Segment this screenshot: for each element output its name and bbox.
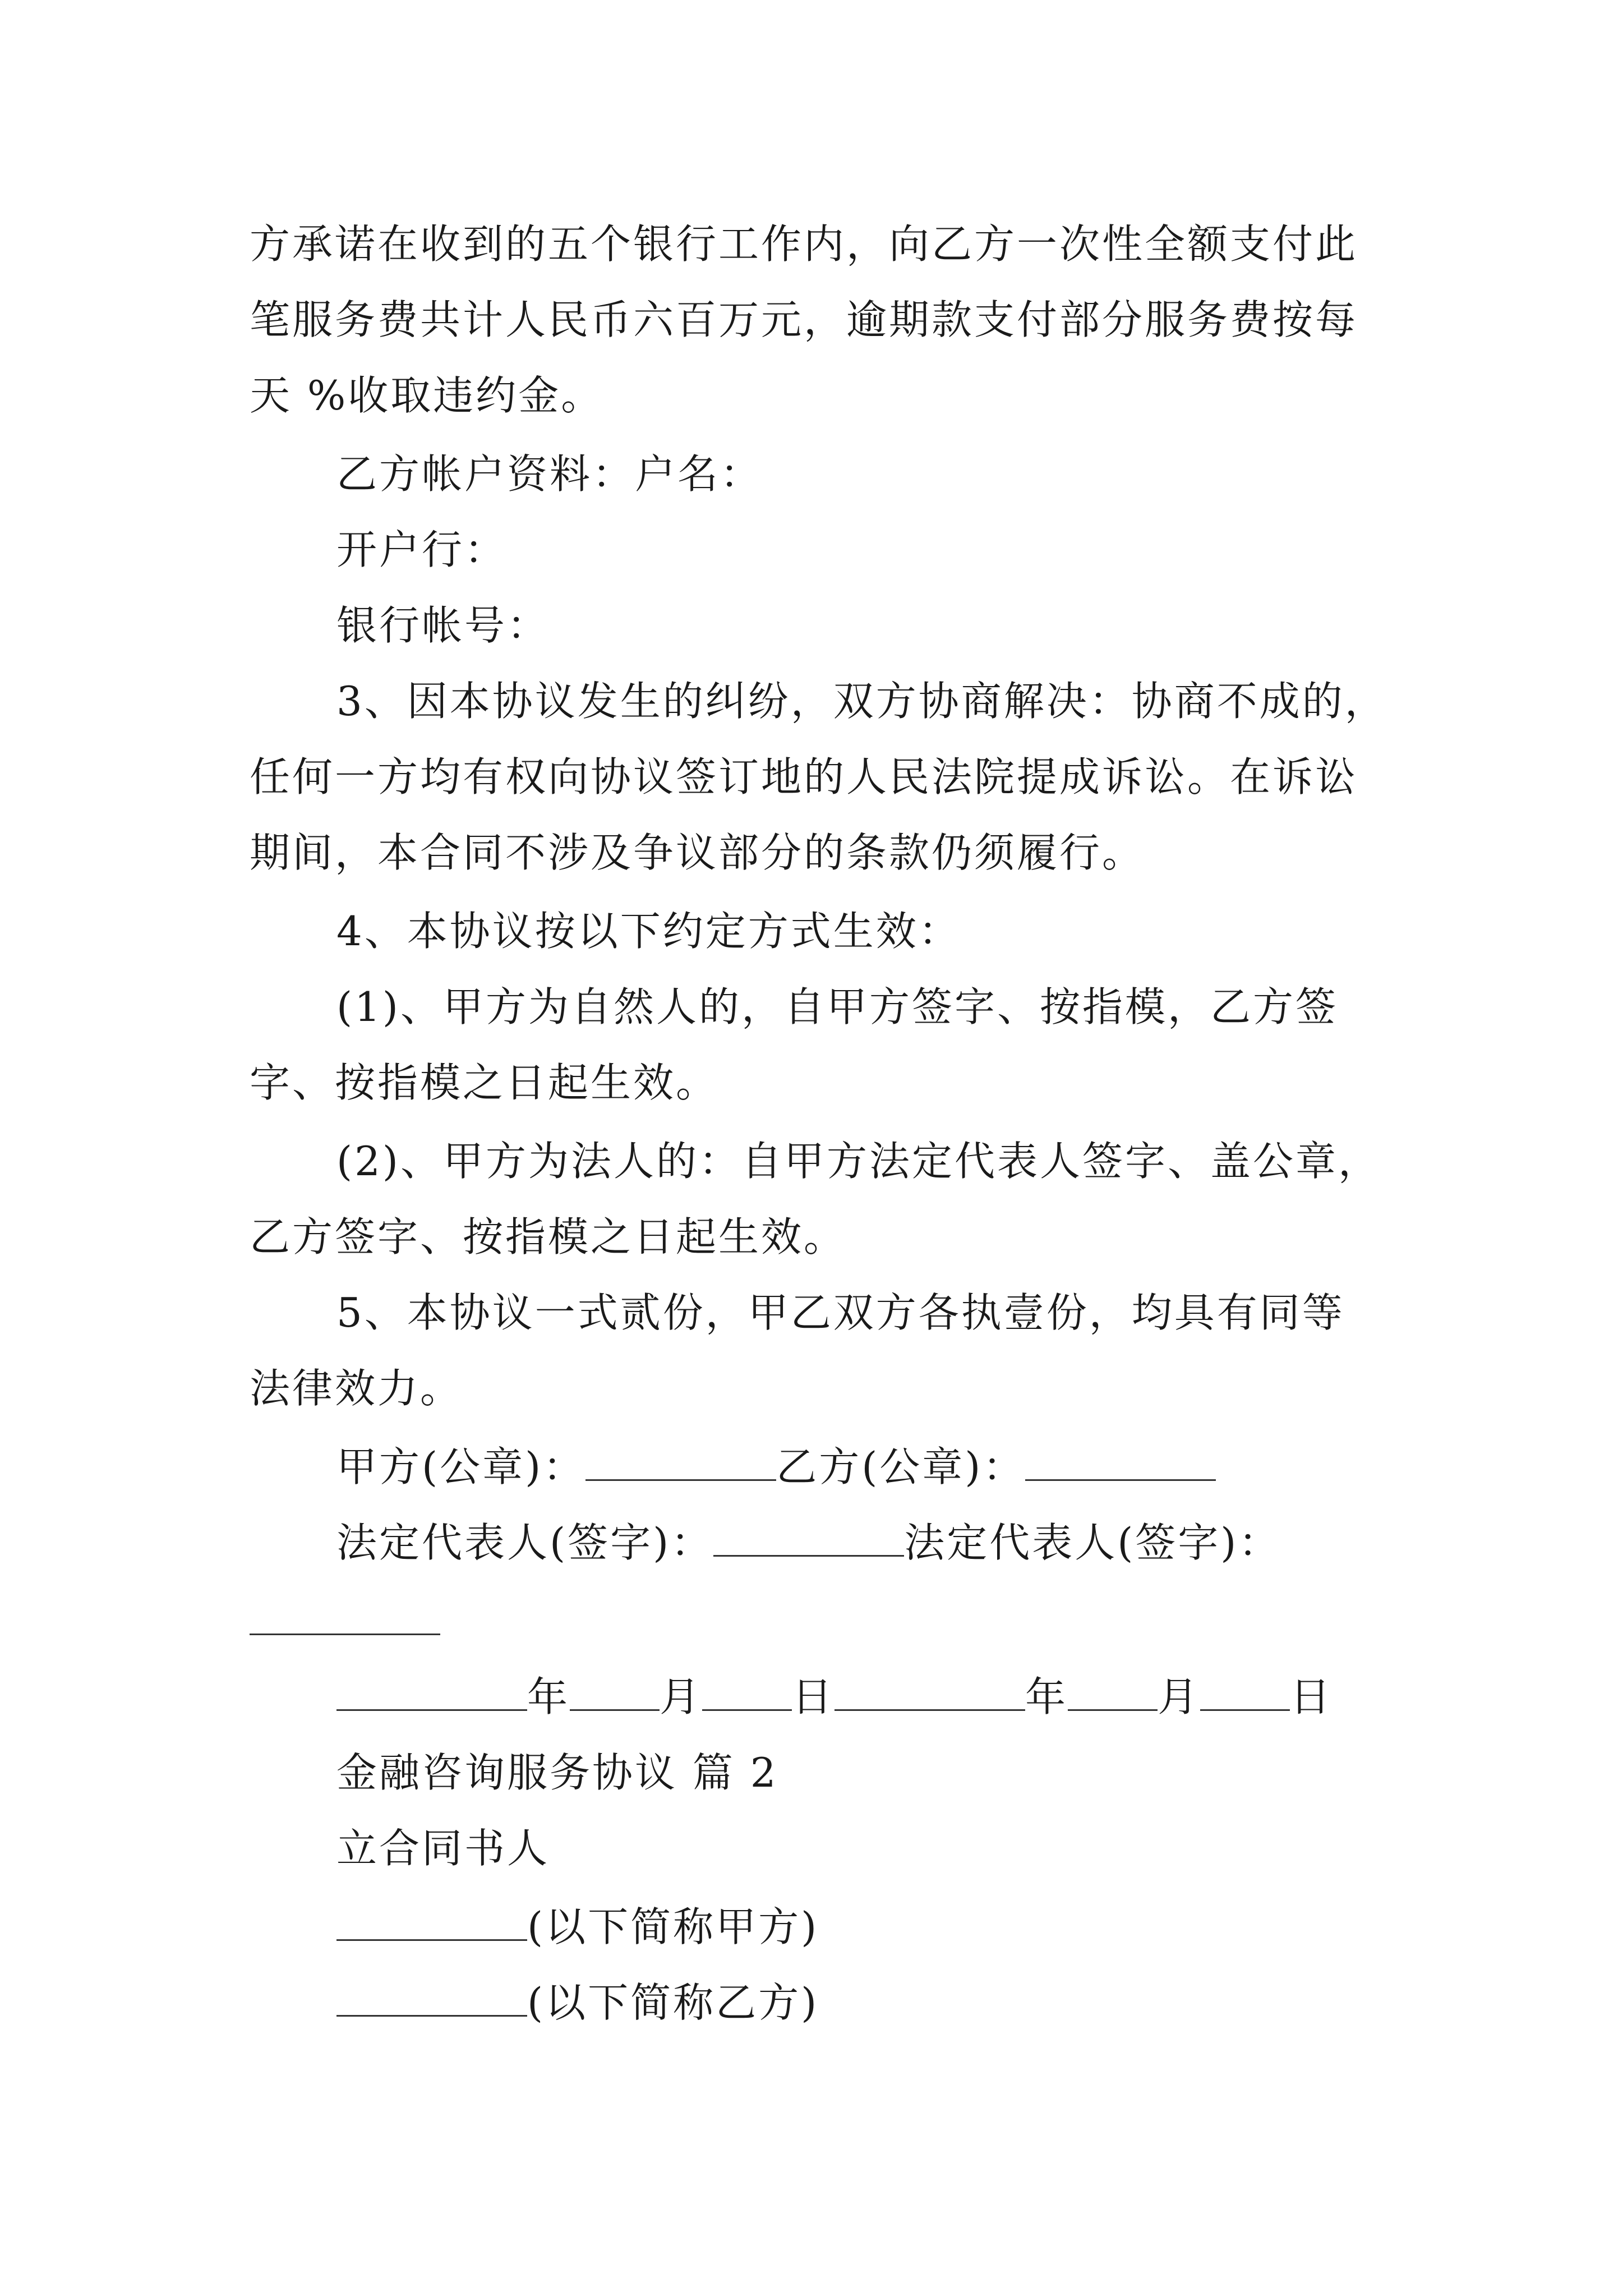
paragraph-line: 方承诺在收到的五个银行工作内，向乙方一次性全额支付此 <box>250 220 1358 268</box>
party-b-ref-label: (以下简称乙方) <box>527 1979 819 2026</box>
party-b-seal-blank <box>1025 1444 1216 1481</box>
day-label: 日 <box>792 1673 835 1720</box>
legal-rep-b-label: 法定代表人(签字)： <box>904 1519 1281 1566</box>
legal-rep-a-blank <box>713 1520 904 1557</box>
seal-line <box>336 1439 1216 1495</box>
clause-3-line: 期间，本合同不涉及争议部分的条款仍须履行。 <box>250 829 1145 876</box>
party-a-seal-blank <box>585 1444 776 1481</box>
clause-4-1-line: 字、按指模之日起生效。 <box>250 1059 719 1106</box>
clause-5-line: 5、本协议一式贰份，甲乙双方各执壹份，均具有同等 <box>336 1289 1345 1336</box>
clause-4-2-line: (2)、甲方为法人的：自甲方法定代表人签字、盖公章， <box>336 1138 1381 1185</box>
contract-party-label: 立合同书人 <box>336 1825 550 1872</box>
day-blank <box>702 1674 792 1711</box>
clause-3-line: 任何一方均有权向协议签订地的人民法院提成诉讼。在诉讼 <box>250 753 1358 800</box>
month-label: 月 <box>1158 1673 1201 1720</box>
account-number-label: 银行帐号： <box>336 602 550 649</box>
party-a-seal-label: 甲方(公章)： <box>336 1443 586 1490</box>
month-blank <box>570 1674 660 1711</box>
legal-rep-a-label: 法定代表人(签字)： <box>336 1519 714 1566</box>
party-b-ref-line <box>336 1975 819 2031</box>
month-label: 月 <box>660 1673 703 1720</box>
party-a-ref-line <box>336 1899 819 1955</box>
clause-5-line: 法律效力。 <box>250 1365 463 1412</box>
clause-4-line: 4、本协议按以下约定方式生效： <box>336 908 961 955</box>
date-line <box>336 1669 1332 1725</box>
year-blank <box>834 1674 1025 1711</box>
party-b-seal-label: 乙方(公章)： <box>776 1443 1026 1490</box>
party-a-ref-label: (以下简称甲方) <box>527 1903 819 1950</box>
party-a-name-blank <box>336 1904 527 1941</box>
year-label: 年 <box>1025 1673 1068 1720</box>
account-name-label: 乙方帐户资料：户名： <box>336 450 763 498</box>
legal-rep-line <box>336 1515 1281 1571</box>
legal-rep-b-blank <box>250 1634 440 1635</box>
clause-4-1-line: (1)、甲方为自然人的，自甲方签字、按指模，乙方签 <box>336 983 1338 1030</box>
day-label: 日 <box>1290 1673 1333 1720</box>
paragraph-line: 天 %收取违约金。 <box>250 372 604 419</box>
year-blank <box>336 1674 527 1711</box>
section-2-title: 金融咨询服务协议 篇 2 <box>336 1749 778 1796</box>
clause-3-line: 3、因本协议发生的纠纷，双方协商解决：协商不成的， <box>336 678 1387 725</box>
clause-4-2-line: 乙方签字、按指模之日起生效。 <box>250 1213 847 1260</box>
party-b-name-blank <box>336 1980 527 2017</box>
bank-name-label: 开户行： <box>336 526 508 573</box>
month-blank <box>1068 1674 1158 1711</box>
year-label: 年 <box>527 1673 570 1720</box>
paragraph-line: 笔服务费共计人民币六百万元，逾期款支付部分服务费按每 <box>250 296 1358 343</box>
day-blank <box>1200 1674 1290 1711</box>
